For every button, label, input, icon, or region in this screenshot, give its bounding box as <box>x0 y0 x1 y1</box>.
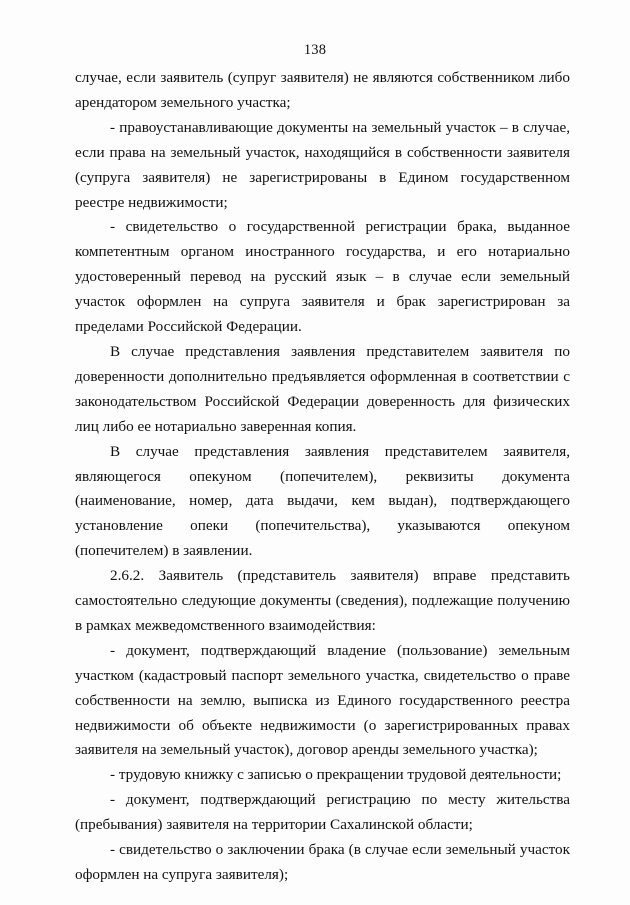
paragraph-marriage-certificate: - свидетельство о заключении брака (в случае если земельный участок оформлен на супруга заявителя); <box>75 841 570 883</box>
document-body <box>75 66 570 888</box>
paragraph-representative-power-of-attorney: В случае представления заявления представителем заявителя по доверенности дополнительно предъявляется оформленная в соответствии с законодательством Российской Федерации доверенность для физических лиц либо ее нотариально заверенная копия. <box>75 342 570 435</box>
paragraph-residence-registration: - документ, подтверждающий регистрацию по месту жительства (пребывания) заявителя на территории Сахалинской области; <box>75 791 570 834</box>
paragraph-land-possession-document: - документ, подтверждающий владение (пользование) земельным участком (кадастровый паспорт земельного участка, свидетельство о праве собственности на землю, выписка из Единого государственного реестра недвижимости об объекте недвижимости (о зарегистрированных правах заявителя на земельный участок), договор аренды земельного участка); <box>75 641 570 759</box>
paragraph-section-2-6-2: 2.6.2. Заявитель (представитель заявителя) вправе представить самостоятельно следующие документы (сведения), подлежащие получению в рамках межведомственного взаимодействия: <box>75 567 570 634</box>
page-number: 138 <box>303 42 327 58</box>
paragraph-continuation: случае, если заявитель (супруг заявителя) не являются собственником либо арендатором земельного участка; <box>75 69 570 111</box>
paragraph-employment-record: - трудовую книжку с записью о прекращении трудовой деятельности; <box>110 766 562 784</box>
paragraph-title-documents: - правоустанавливающие документы на земельный участок – в случае, если права на земельный участок, находящийся в собственности заявителя (супруга заявителя) не зарегистрированы в Едином государственном реестре недвижимости; <box>75 118 570 211</box>
paragraph-marriage-certificate-foreign: - свидетельство о государственной регистрации брака, выданное компетентным органом иностранного государства, и его нотариально удостоверенный перевод на русский язык – в случае если земельный участок оформлен на супруга заявителя и брак зарегистрирован за пределами Российской Федерации. <box>75 218 570 336</box>
paragraph-guardian-representative: В случае представления заявления представителем заявителя, являющегося опекуном (попечителем), реквизиты документа (наименование, номер, дата выдачи, кем выдан), подтверждающего установление опеки (попечительства), указываются опекуном (попечителем) в заявлении. <box>75 442 570 560</box>
